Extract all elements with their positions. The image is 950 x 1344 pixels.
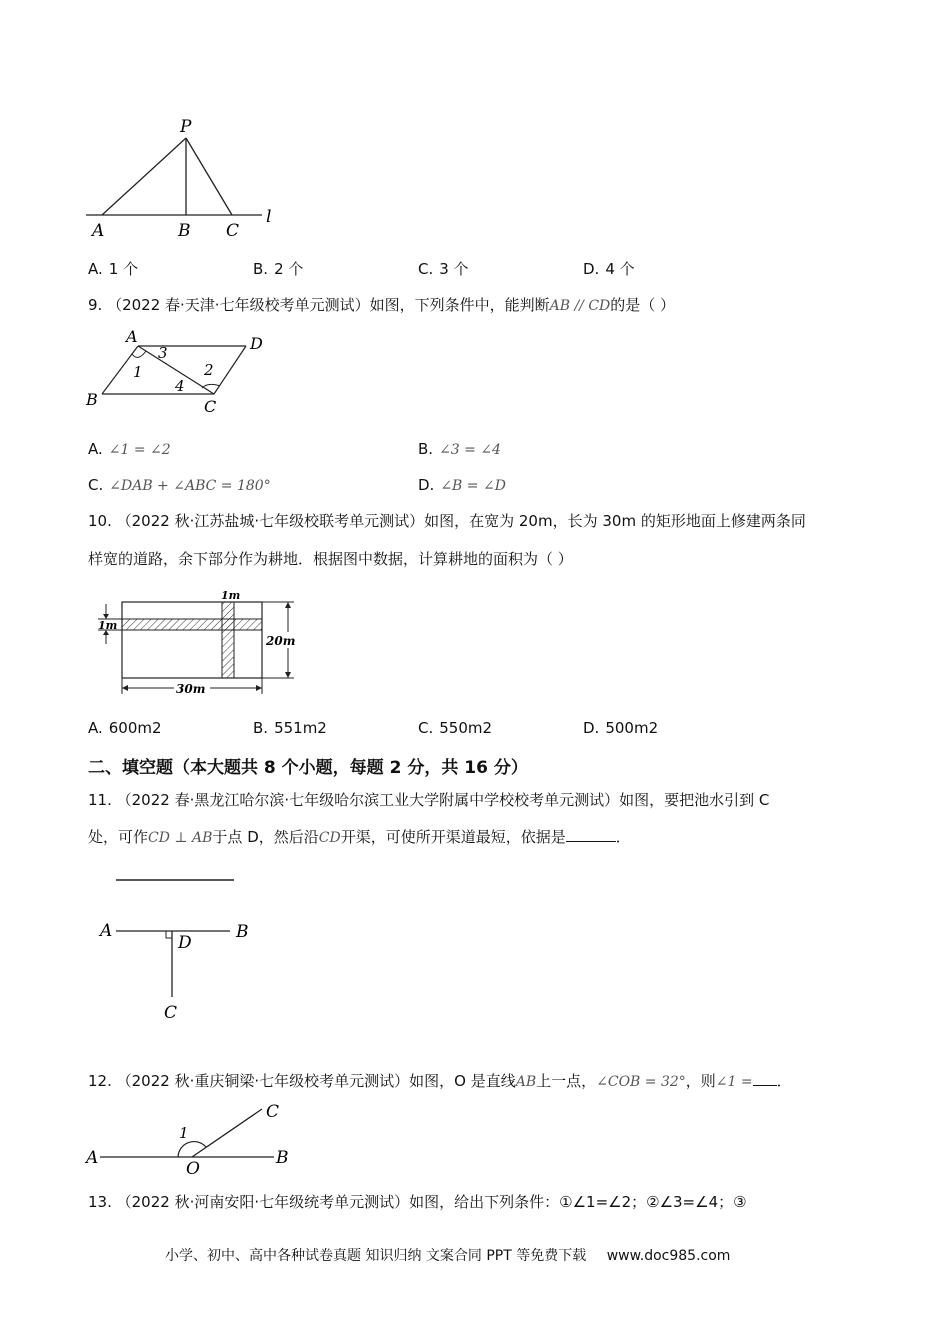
q9-figure bbox=[80, 326, 280, 418]
q10-stem-line1: 10. （2022 秋·江苏盐城·七年级校联考单元测试）如图，在宽为 20m，长为 30m 的矩形地面上修建两条同 bbox=[88, 512, 806, 530]
label-o: O bbox=[186, 1159, 200, 1175]
q8-option-a[interactable]: A. 1 个 bbox=[88, 260, 139, 278]
label-a: A bbox=[100, 921, 113, 941]
footer-link[interactable]: www.doc985.com bbox=[606, 1248, 731, 1264]
answer-blank[interactable] bbox=[753, 1071, 777, 1086]
label-height-20m: 20m bbox=[266, 634, 296, 648]
right-dim-arrowhead-bottom bbox=[285, 672, 291, 678]
q10-option-c[interactable]: C. 550m2 bbox=[418, 719, 493, 737]
segment-pa bbox=[102, 138, 186, 215]
horizontal-road bbox=[122, 619, 262, 630]
q10-option-a[interactable]: A. 600m2 bbox=[88, 719, 162, 737]
q10-figure bbox=[94, 584, 300, 698]
label-b: B bbox=[236, 922, 249, 942]
q12-figure bbox=[80, 1100, 300, 1175]
label-c: C bbox=[164, 1003, 178, 1023]
label-top-1m: 1m bbox=[221, 589, 241, 602]
label-a: A bbox=[126, 327, 138, 346]
q11-figure bbox=[94, 870, 264, 1025]
footer-text: 小学、初中、高中各种试卷真题 知识归纳 文案合同 PPT 等免费下载 bbox=[165, 1248, 587, 1264]
label-1: 1 bbox=[179, 1124, 189, 1142]
label-1: 1 bbox=[133, 363, 143, 381]
label-d: D bbox=[178, 933, 192, 953]
section-title: 二、填空题（本大题共 8 个小题，每题 2 分，共 16 分） bbox=[88, 758, 528, 778]
label-b: B bbox=[276, 1148, 289, 1168]
segment-pc bbox=[186, 138, 232, 215]
label-a: A bbox=[86, 1148, 99, 1168]
segment-dc bbox=[214, 346, 246, 394]
q11-stem-line2: 处，可作CD ⊥ AB于点 D，然后沿CD开渠，可使所开渠道最短，依据是 ． bbox=[88, 828, 631, 846]
label-l: l bbox=[266, 207, 272, 227]
q10-stem-line2: 样宽的道路，余下部分作为耕地．根据图中数据，计算耕地的面积为（ ） bbox=[88, 550, 573, 568]
right-dim-arrowhead-top bbox=[285, 602, 291, 608]
bottom-dim-arrowhead-left bbox=[122, 685, 128, 691]
q11-stem-line1: 11. （2022 春·黑龙江哈尔滨·七年级哈尔滨工业大学附属中学校校考单元测试）如图，要把池水引到 C bbox=[88, 791, 770, 809]
label-4: 4 bbox=[175, 377, 185, 395]
field-outline bbox=[122, 602, 262, 678]
q13-stem: 13. （2022 秋·河南安阳·七年级统考单元测试）如图，给出下列条件：①∠1=∠2；②∠3=∠4；③ bbox=[88, 1193, 747, 1211]
vertical-road bbox=[222, 602, 234, 678]
right-angle-mark bbox=[166, 931, 172, 938]
label-2: 2 bbox=[204, 361, 214, 379]
label-left-1m: 1m bbox=[98, 619, 118, 632]
q8-option-b[interactable]: B. 2 个 bbox=[253, 260, 304, 278]
label-c: C bbox=[266, 1102, 280, 1122]
label-width-30m: 30m bbox=[176, 682, 206, 696]
q9-stem: 9. （2022 春·天津·七年级校考单元测试）如图，下列条件中，能判断AB // CD的是（ ） bbox=[88, 296, 676, 314]
q9-option-a[interactable]: A. ∠1 = ∠2 bbox=[88, 440, 171, 458]
angle-1-arc bbox=[178, 1142, 206, 1157]
q8-option-c[interactable]: C. 3 个 bbox=[418, 260, 469, 278]
q9-option-d[interactable]: D. ∠B = ∠D bbox=[418, 476, 506, 494]
q10-option-d[interactable]: D. 500m2 bbox=[583, 719, 659, 737]
bottom-dim-arrowhead-right bbox=[256, 685, 262, 691]
q8-option-d[interactable]: D. 4 个 bbox=[583, 260, 635, 278]
footer bbox=[165, 1245, 730, 1265]
label-p: P bbox=[180, 117, 192, 137]
label-c: C bbox=[204, 397, 217, 416]
label-b: B bbox=[178, 221, 191, 241]
q8-figure bbox=[80, 112, 290, 242]
label-d: D bbox=[250, 334, 263, 353]
q9-option-b[interactable]: B. ∠3 = ∠4 bbox=[418, 440, 501, 458]
label-b: B bbox=[86, 390, 98, 409]
label-3: 3 bbox=[158, 344, 168, 362]
label-a: A bbox=[92, 221, 105, 241]
label-c: C bbox=[226, 221, 240, 241]
q9-option-c[interactable]: C. ∠DAB + ∠ABC = 180° bbox=[88, 476, 271, 494]
answer-blank[interactable] bbox=[566, 827, 616, 842]
q12-stem: 12. （2022 秋·重庆铜梁·七年级校考单元测试）如图，O 是直线AB上一点，∠COB = 32°，则∠1 = ． bbox=[88, 1072, 792, 1090]
q10-option-b[interactable]: B. 551m2 bbox=[253, 719, 327, 737]
ray-oc bbox=[192, 1109, 262, 1157]
